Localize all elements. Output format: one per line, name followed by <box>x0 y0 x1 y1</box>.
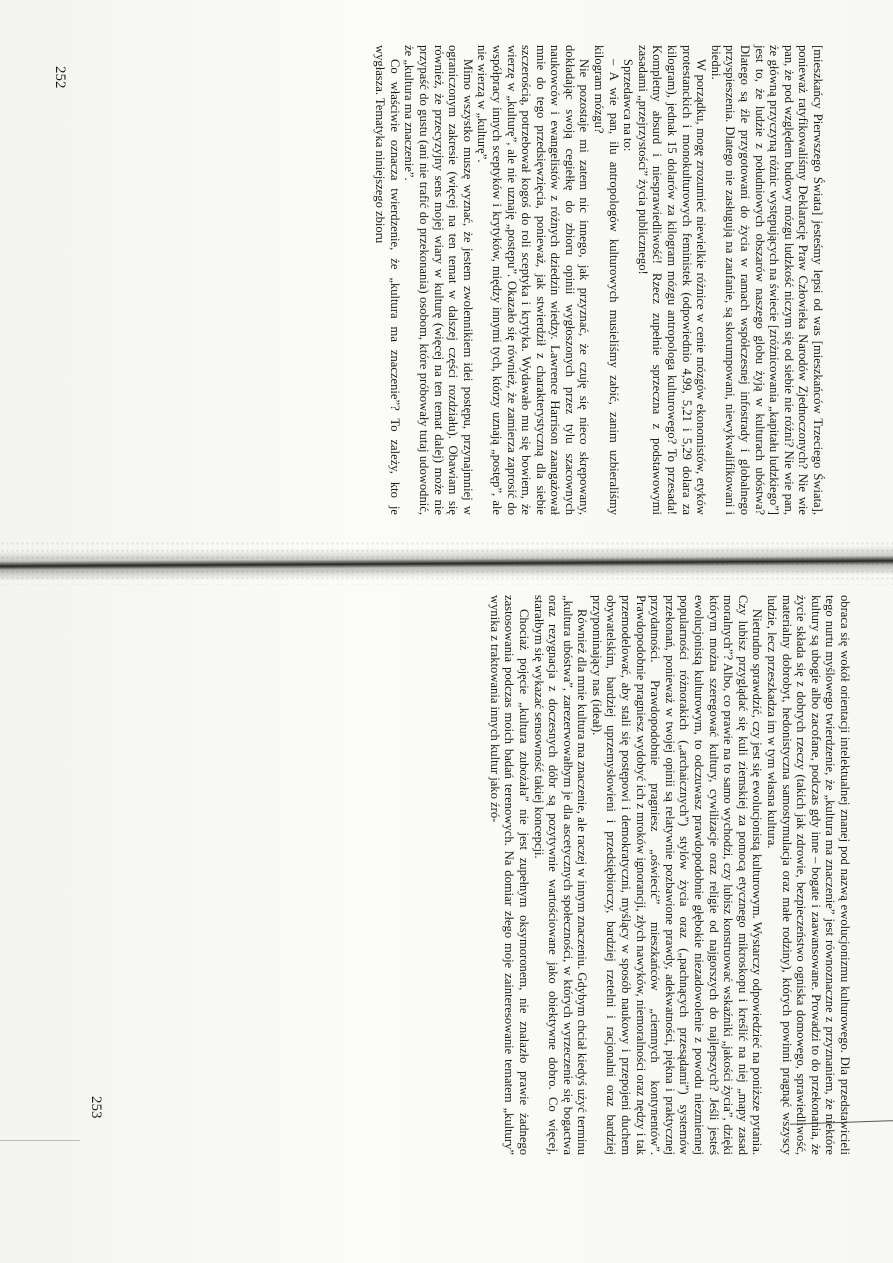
page-number-right: 253 <box>88 1096 104 1119</box>
paragraph: W porządku, mogę zrozumieć niewielkie różnice w cenie mózgów ekonomistów, etyków protestanckich i monokulturowych feministek (odpowiednio 4,99, 5,21 i 5,29 dolara za kilogram), jednak 15 dolarów za kilogram mózgu antropologa kulturowego? To przesada! Kompletny absurd i niesprawiedliwość! Rzecz zupełnie sprzeczna z podstawowymi zasadami „przejrzystości” życia publicznego! <box>635 45 709 515</box>
page-253-text <box>92 595 852 1155</box>
paragraph: Chociaż pojęcie „kultura zubożała” nie jest zupełnym oksymoronem, nie znalazło prawie żadnego zastosowania podczas moich badań terenowych. Na domiar złego moje zainteresowanie tematem „kultury” wynika z traktowania innych kultur jako źró- <box>487 595 531 1155</box>
paragraph: Mimo wszystko muszę wyznać, że jestem zwolennikiem idei postępu, przynajmniej w ograniczonym zakresie (więcej na ten temat w dalszej części rozdziału). Obawiam się również, że przecyzyjny sens mojej wiary w kulturę (więcej na ten temat dalej) może nie przypaść do gustu (ani nie trafić do przekonania) osobom, które próbowały tutaj udowodnić, że „kultura ma znaczenie”. <box>402 45 475 515</box>
paragraph: Również dla mnie kultura ma znaczenie, ale raczej w innym znaczeniu. Gdybym chciał kiedyś użyć terminu „kultura ubóstwa”, zarezerwowałbym je dla ascetycznych społeczności, w których wyrzeczenie się bogactwa oraz rezygnacja z doczesnych dóbr są pozytywnie wartościowane jako obiektywne dobro. Co więcej, starałbym się wykazać sensowność takiej koncepcji. <box>531 595 590 1155</box>
page-252-text <box>85 45 825 515</box>
page-edge-line <box>0 1140 80 1141</box>
page-number-left: 252 <box>52 66 68 89</box>
paragraph: [mieszkańcy Pierwszego Świata] jesteśmy lepsi od was [mieszkańców Trzeciego Świata], ponieważ ratyfikowaliśmy Deklarację Praw Człowieka Narodów Zjednoczonych? Nie wie pan, że pod względem budowy mózgu ludzkość niczym się od siebie nie różni? Nie wie pan, że główną przyczyną różnic występujących na świecie [zróżnicowania „kapitału ludzkiego”] jest to, że ludzie z południowych obszarów naszego globu żyją w kulturach ubóstwa? Dlatego są źle przygotowani do życia w ramach współczesnej infostrady i globalnego przyspieszenia. Dlatego nie zasługują na zaufanie, są skorumpowani, niewykwalifikowani i biedni. <box>708 45 825 515</box>
paragraph: Nie pozostaje mi zatem nic innego, jak przyznać, że czuję się nieco skrępowany, dokładając swoją cegiełkę do zbioru opinii wygłoszonych przez tylu szacownych naukowców i ewangelistów z różnych dziedzin wiedzy. Lawrence Harrison zaangażował mnie do tego przedsięwzięcia, ponieważ, jak stwierdził z charakterystyczną dla siebie szczerością, potrzebował kogoś do roli sceptyka i krytyka. Wydawało mu się bowiem, że wierzę w „kulturę”, ale nie uznaję „postępu”. Okazało się również, że zamierza zaprosić do współpracy innych sceptyków i krytyków, między innymi tych, którzy uznają „postęp”, ale nie wierzą w „kulturę”. <box>475 45 592 515</box>
paragraph: Sprzedawca na to: <box>621 59 636 152</box>
paragraph: obraca się wokół orientacji intelektualnej znanej pod nazwą ewolucjonizmu kulturowego. Dla przedstawicieli tego nurtu myślowego twierdzenie, że „kultura ma znaczenie” jest równoznaczne z przyznaniem, że niektóre kultury są ubogie albo zacofane, podczas gdy inne – bogate i zaawansowane. Prowadzi to do przekonania, że życie składa się z dobrych rzeczy (takich jak zdrowie, bezpieczeństwo ogniska domowego, sprawiedliwość, materialny dobrobyt, hedonistyczna samostymulacja oraz małe rodziny), których powinni pragnąć wszyscy ludzie, lecz przeszkadza im w tym własna kultura. <box>765 595 852 1155</box>
paragraph: Nietrudno sprawdzić, czy jest się ewolucjonistą kulturowym. Wystarczy odpowiedzieć na poniższe pytania. Czy lubisz przyglądać się kuli ziemskiej za pomocą etycznego mikroskopu i kreślić na niej „mapy zasad moralnych”? Albo, co prawie na to samo wychodzi, czy lubisz konstruować wskaźniki „jakości życia”, dzięki którym można szeregować kultury, cywilizacje oraz religie od najgorszych do najlepszych? Jeśli jesteś ewolucjonistą kulturowym, to odczuwasz prawdopodobnie głębokie niezadowolenie z powodu niezmiennej popularności różnorakich („archaicznych”) stylów życia oraz („pachnących przesądami”) systemów przekonań, ponieważ w twojej opinii są relatywnie pozbawione prawdy, adekwatności, piękna i praktycznej przydatności. Prawdopodobnie pragniesz „oświecić” mieszkańców „ciemnych kontynentów”. Prawdopodobnie pragniesz wydobyć ich z mroków ignorancji, złych nawyków, niemoralności oraz nędzy i tak przemodelować, aby stali się postępowi i demokratyczni, myślący w sposób naukowy i przepojeni duchem obywatelskim, bardziej uprzemysłowieni i przedsiębiorczy, bardziej rzetelni i racjonalni oraz bardziej przypominający nas (ideał). <box>589 595 765 1155</box>
paragraph: – A wie pan, ilu antropologów kulturowych musieliśmy zabić, zanim uzbieraliśmy kilogram mózgu? <box>592 45 621 515</box>
paragraph: Co właściwie oznacza twierdzenie, że „kultura ma znaczenie”? To zależy, kto je wygłasza. Tematyka niniejszego zbioru <box>373 45 402 515</box>
book-gutter <box>0 545 893 580</box>
